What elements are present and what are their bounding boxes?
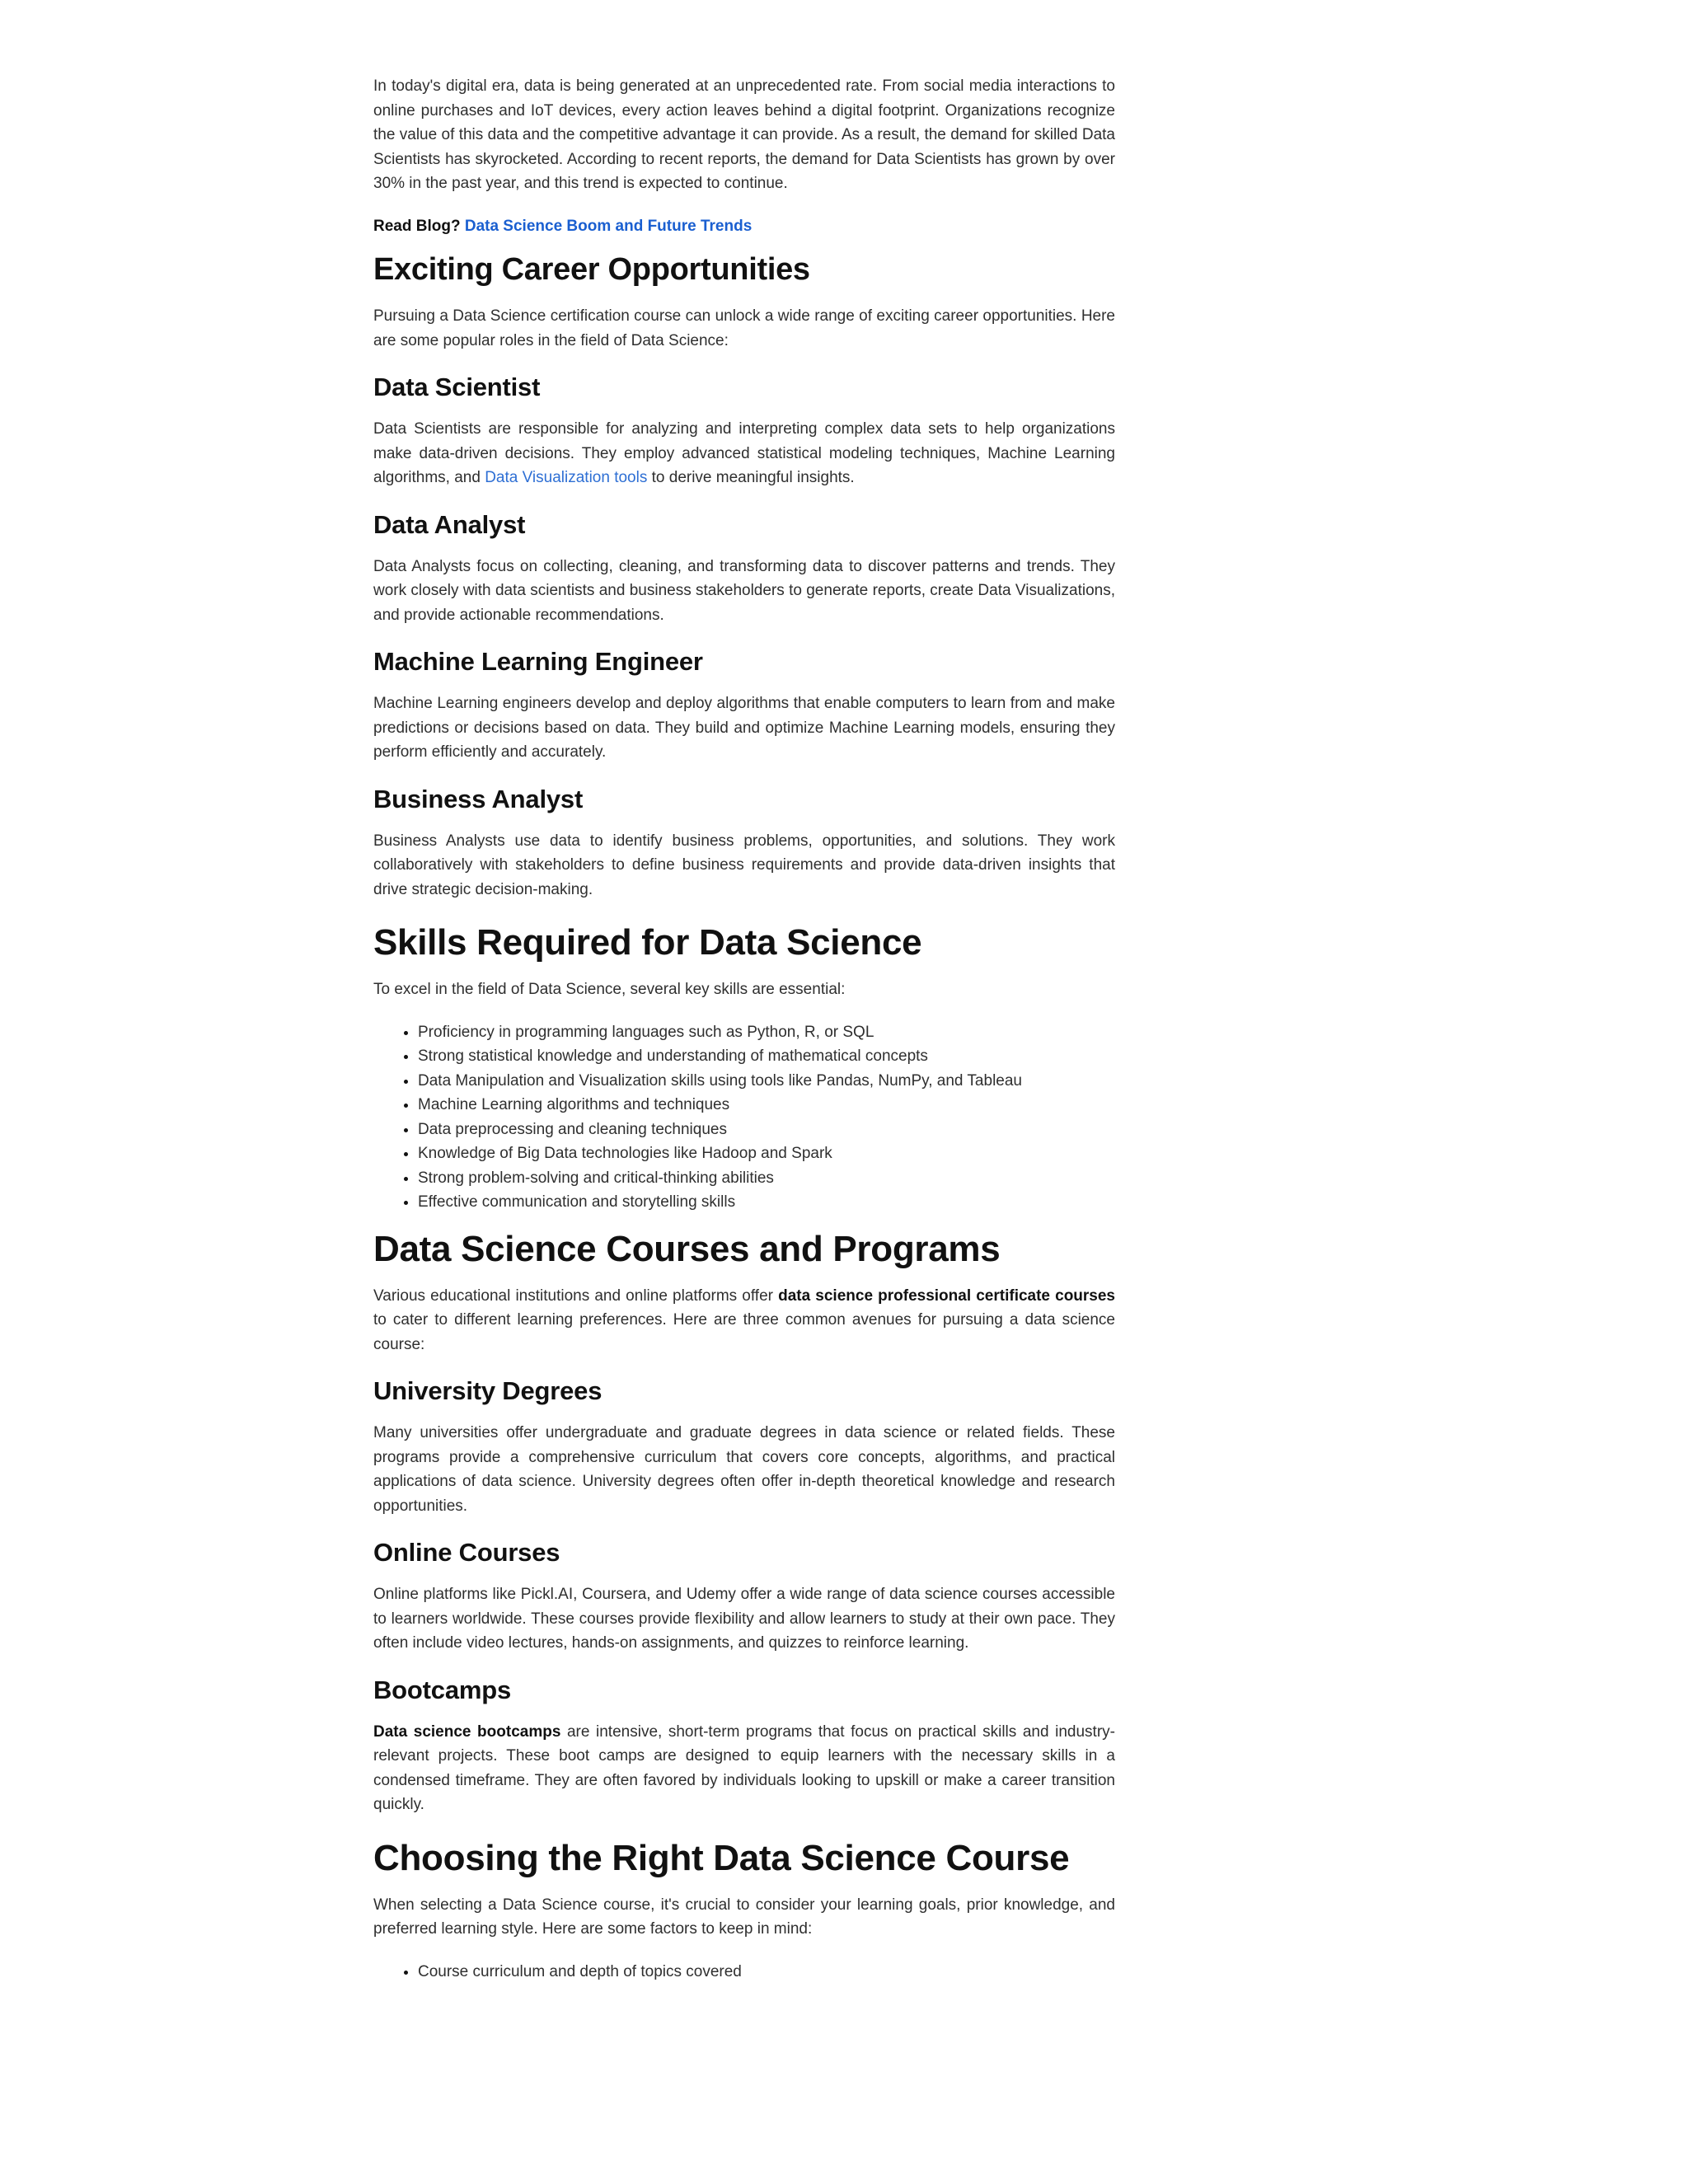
- list-item: • Strong statistical knowledge and understanding of mathematical concepts: [418, 1044, 1115, 1069]
- courses-intro-text-end: to cater to different learning preferences. Here are three common avenues for pursuing a data science course:: [373, 1311, 1115, 1353]
- choosing-intro-paragraph: When selecting a Data Science course, it's crucial to consider your learning goals, prior knowledge, and preferred learning style. Here are some factors to keep in mind:: [373, 1896, 1115, 1938]
- heading-bootcamps: Bootcamps: [373, 1675, 512, 1704]
- intro-paragraph: In today's digital era, data is being generated at an unprecedented rate. From social media interactions to online purchases and IoT devices, every action leaves behind a digital footprint. Organizations recognize the value of this data and the competitive advantage it can provide. As a result, the demand for skilled Data Scientists has skyrocketed. According to recent reports, the demand for Data Scientists has grown by over 30% in the past year, and this trend is expected to continue.: [373, 77, 1115, 192]
- heading-choosing-course: Choosing the Right Data Science Course: [373, 1837, 1070, 1878]
- skills-list: [373, 1020, 1115, 1215]
- data-visualization-tools-link[interactable]: Data Visualization tools: [485, 469, 648, 486]
- heading-data-scientist: Data Scientist: [373, 373, 541, 401]
- list-item: • Machine Learning algorithms and techniques: [418, 1093, 1115, 1118]
- heading-career-opportunities: Exciting Career Opportunities: [373, 252, 810, 287]
- choosing-factors-list: [373, 1960, 1115, 1985]
- read-blog-label: Read Blog?: [373, 217, 461, 235]
- bootcamps-text: are intensive, short-term programs that focus on practical skills and industry-relevant projects. These boot camps are designed to equip learners with the necessary skills in a condensed timeframe. They are often favored by individuals looking to upskill or make a career transition quickly.: [373, 1722, 1115, 1813]
- list-item: • Data Manipulation and Visualization skills using tools like Pandas, NumPy, and Tableau: [418, 1069, 1115, 1094]
- university-paragraph: Many universities offer undergraduate and graduate degrees in data science or related fields. These programs provide a comprehensive curriculum that covers core concepts, algorithms, and practical applications of data science. University degrees often offer in-depth theoretical knowledge and research opportunities.: [373, 1424, 1115, 1515]
- data-scientist-paragraph: [373, 417, 1115, 490]
- data-scientist-text-end: to derive meaningful insights.: [647, 469, 855, 486]
- read-blog-line: [373, 214, 1115, 239]
- courses-intro-bold: data science professional certificate courses: [778, 1286, 1116, 1305]
- heading-ml-engineer: Machine Learning Engineer: [373, 647, 703, 676]
- heading-online-courses: Online Courses: [373, 1538, 560, 1567]
- bootcamps-paragraph: [373, 1720, 1115, 1817]
- business-analyst-paragraph: Business Analysts use data to identify business problems, opportunities, and solutions. They work collaboratively with stakeholders to define business requirements and provide data-driven insights that drive strategic decision-making.: [373, 832, 1115, 898]
- careers-intro-paragraph: Pursuing a Data Science certification course can unlock a wide range of exciting career opportunities. Here are some popular roles in the field of Data Science:: [373, 307, 1115, 349]
- heading-skills-required: Skills Required for Data Science: [373, 922, 922, 963]
- list-item: • Knowledge of Big Data technologies like Hadoop and Spark: [418, 1141, 1115, 1166]
- list-item: • Proficiency in programming languages such as Python, R, or SQL: [418, 1020, 1115, 1045]
- list-item: • Data preprocessing and cleaning techniques: [418, 1118, 1115, 1142]
- list-item: • Effective communication and storytelling skills: [418, 1190, 1115, 1215]
- skills-intro-paragraph: To excel in the field of Data Science, several key skills are essential:: [373, 981, 846, 998]
- heading-business-analyst: Business Analyst: [373, 784, 584, 813]
- heading-university-degrees: University Degrees: [373, 1376, 603, 1405]
- list-item: • Course curriculum and depth of topics covered: [418, 1960, 1115, 1985]
- ml-engineer-paragraph: Machine Learning engineers develop and deploy algorithms that enable computers to learn from and make predictions or decisions based on data. They build and optimize Machine Learning models, ensuring they perform efficiently and accurately.: [373, 695, 1115, 761]
- courses-intro-paragraph: [373, 1284, 1115, 1357]
- article-body: [373, 74, 1115, 1995]
- heading-courses-programs: Data Science Courses and Programs: [373, 1228, 1001, 1269]
- courses-intro-text: Various educational institutions and online platforms offer: [373, 1286, 779, 1305]
- bootcamps-bold: Data science bootcamps: [373, 1722, 561, 1741]
- list-item: • Strong problem-solving and critical-thinking abilities: [418, 1166, 1115, 1191]
- read-blog-link[interactable]: Data Science Boom and Future Trends: [464, 217, 753, 235]
- data-analyst-paragraph: Data Analysts focus on collecting, cleaning, and transforming data to discover patterns and trends. They work closely with data scientists and business stakeholders to generate reports, create Data Visualizations, and provide actionable recommendations.: [373, 557, 1115, 624]
- online-courses-paragraph: Online platforms like Pickl.AI, Coursera, and Udemy offer a wide range of data science courses accessible to learners worldwide. These courses provide flexibility and allow learners to study at their own pace. They often include video lectures, hands-on assignments, and quizzes to reinforce learning.: [373, 1586, 1115, 1652]
- data-scientist-text: Data Scientists are responsible for analyzing and interpreting complex data sets to help organizations make data-driven decisions. They employ advanced statistical modeling techniques, Machine Learning algorithms, and: [373, 420, 1115, 486]
- heading-data-analyst: Data Analyst: [373, 509, 526, 539]
